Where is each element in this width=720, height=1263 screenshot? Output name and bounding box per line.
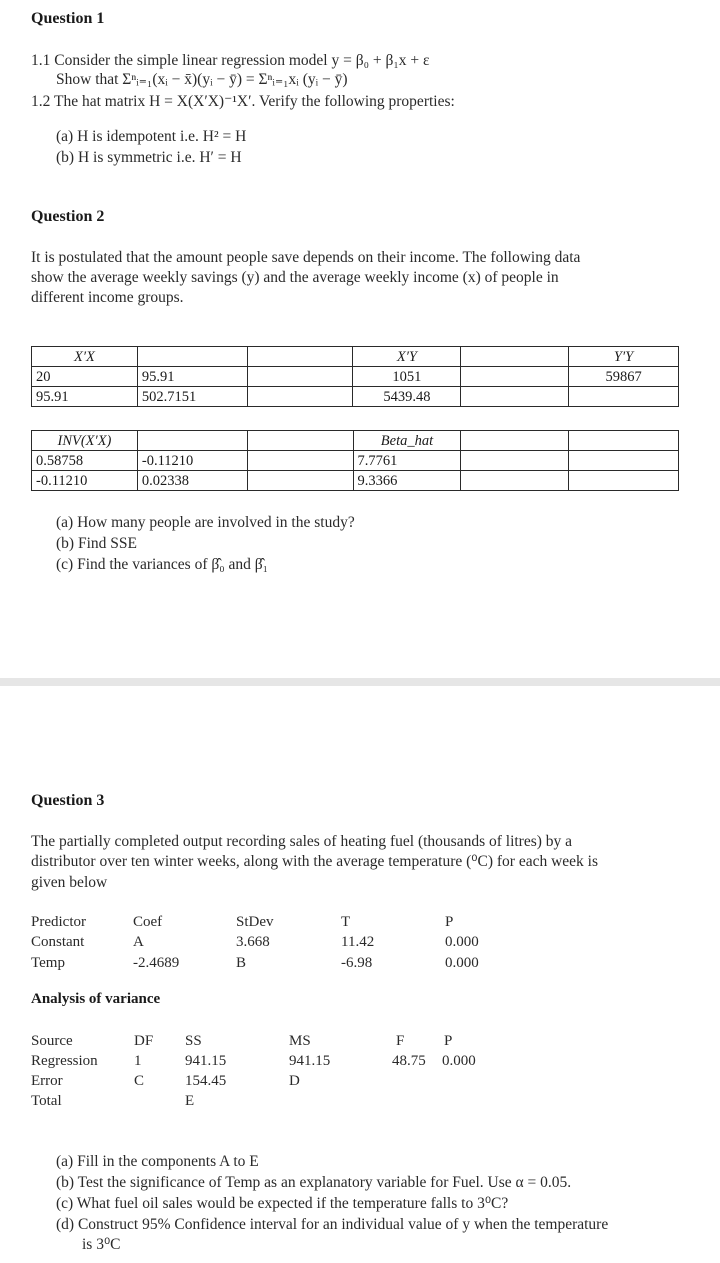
table-cell: Total (31, 1093, 62, 1109)
table-cell: C (134, 1073, 145, 1089)
table-cell: A (133, 934, 144, 950)
q1-line2: Show that Σⁿᵢ₌₁(xᵢ − x̄)(yᵢ − ȳ) = Σⁿᵢ₌₁xᵢ (yᵢ − ȳ) (56, 71, 348, 88)
q2-para-line: show the average weekly savings (y) and the average weekly income (x) of people in (31, 269, 559, 286)
xtx-matrix-table (31, 346, 679, 407)
table-cell (247, 367, 353, 387)
table-row (32, 387, 679, 407)
q2-part-b: (b) Find SSE (56, 535, 137, 552)
table-cell (461, 367, 569, 387)
table-cell (569, 431, 679, 451)
table-cell (569, 471, 679, 491)
table-cell: 11.42 (341, 934, 375, 950)
q3-para-line: distributor over ten winter weeks, along with the average temperature (⁰C) for each week is (31, 853, 599, 870)
f-header: F (396, 1033, 405, 1049)
table-cell: E (185, 1093, 195, 1109)
q3-part-d-cont: is 3⁰C (82, 1236, 121, 1253)
anova-title: Analysis of variance (31, 991, 161, 1007)
q3-para-line: given below (31, 874, 108, 891)
q3-para-line: The partially completed output recording sales of heating fuel (thousands of litres) by a (31, 833, 573, 850)
table-cell: Error (31, 1073, 63, 1089)
table-cell (461, 451, 569, 471)
table-cell: 20 (32, 367, 138, 387)
table-cell: 5439.48 (353, 387, 461, 407)
q3-part-b: (b) Test the significance of Temp as an explanatory variable for Fuel. Use α = 0.05. (56, 1174, 572, 1191)
table-row (32, 451, 679, 471)
inverse-beta-table (31, 430, 679, 491)
table-cell: 59867 (569, 367, 679, 387)
q3-title: Question 3 (31, 792, 105, 809)
table-cell: 95.91 (32, 387, 138, 407)
table-row (32, 471, 679, 491)
table-cell (247, 471, 353, 491)
q3-part-a: (a) Fill in the components A to E (56, 1153, 259, 1170)
table-cell: -2.4689 (133, 955, 180, 971)
q2-para-line: It is postulated that the amount people save depends on their income. The following data (31, 249, 581, 266)
predictor-table (31, 912, 681, 974)
table-cell: -0.11210 (137, 451, 247, 471)
table-cell (461, 471, 569, 491)
table-cell: 95.91 (137, 367, 247, 387)
table-cell: 7.7761 (353, 451, 461, 471)
predictor-header: Predictor (31, 914, 86, 930)
table-cell (247, 387, 353, 407)
table-cell: X′X (32, 347, 138, 367)
table-cell (461, 431, 569, 451)
table-cell: 0.02338 (137, 471, 247, 491)
table-cell: 502.7151 (137, 387, 247, 407)
coef-header: Coef (133, 914, 163, 930)
table-cell (247, 451, 353, 471)
q3-part-c: (c) What fuel oil sales would be expected if the temperature falls to 3⁰C? (56, 1195, 509, 1212)
table-cell: Beta_hat (353, 431, 461, 451)
table-row (32, 367, 679, 387)
table-cell: 3.668 (236, 934, 270, 950)
df-header: DF (134, 1033, 154, 1049)
q1-part-a: (a) H is idempotent i.e. H² = H (56, 128, 247, 145)
q3-part-d: (d) Construct 95% Confidence interval for an individual value of y when the temperature (56, 1216, 609, 1233)
table-cell: INV(X′X) (32, 431, 138, 451)
table-cell (247, 431, 353, 451)
q2-part-c: (c) Find the variances of β̂₀ and β̂₁ (56, 556, 269, 573)
table-cell (569, 451, 679, 471)
t-header: T (341, 914, 351, 930)
table-cell (137, 431, 247, 451)
q2-para-line: different income groups. (31, 289, 184, 306)
q1-title: Question 1 (31, 10, 105, 27)
table-cell (137, 347, 247, 367)
table-cell: Temp (31, 955, 65, 971)
table-cell: 941.15 (185, 1053, 227, 1069)
table-cell: D (289, 1073, 300, 1089)
ms-header: MS (289, 1033, 311, 1049)
ss-header: SS (185, 1033, 202, 1049)
table-cell: Y′Y (569, 347, 679, 367)
table-cell (461, 347, 569, 367)
p-header: P (445, 914, 454, 930)
table-header-row (32, 347, 679, 367)
table-cell: Regression (31, 1053, 98, 1069)
table-cell: 941.15 (289, 1053, 331, 1069)
q1-line3: 1.2 The hat matrix H = X(X′X)⁻¹X′. Verify the following properties: (31, 93, 455, 110)
anova-table (31, 1031, 681, 1113)
table-cell: 1051 (353, 367, 461, 387)
table-cell: B (236, 955, 247, 971)
table-cell: X′Y (353, 347, 461, 367)
table-cell: 0.000 (442, 1053, 476, 1069)
stdev-header: StDev (236, 914, 274, 930)
table-cell: 0.000 (445, 934, 479, 950)
table-cell: 9.3366 (353, 471, 461, 491)
table-cell: 0.58758 (32, 451, 138, 471)
table-cell: Constant (31, 934, 85, 950)
table-cell (247, 347, 353, 367)
source-header: Source (31, 1033, 73, 1049)
table-cell: 0.000 (445, 955, 479, 971)
page-divider (0, 678, 720, 686)
q2-title: Question 2 (31, 208, 105, 225)
table-cell: -6.98 (341, 955, 373, 971)
table-cell: 48.75 (392, 1053, 426, 1069)
q1-line1: 1.1 Consider the simple linear regression model y = β₀ + β₁x + ε (31, 52, 430, 69)
table-header-row (32, 431, 679, 451)
table-cell: -0.11210 (32, 471, 138, 491)
p-header: P (444, 1033, 453, 1049)
q2-part-a: (a) How many people are involved in the study? (56, 514, 355, 531)
table-cell: 154.45 (185, 1073, 227, 1089)
table-cell (461, 387, 569, 407)
q1-part-b: (b) H is symmetric i.e. H′ = H (56, 149, 242, 166)
table-cell: 1 (134, 1053, 142, 1069)
table-cell (569, 387, 679, 407)
